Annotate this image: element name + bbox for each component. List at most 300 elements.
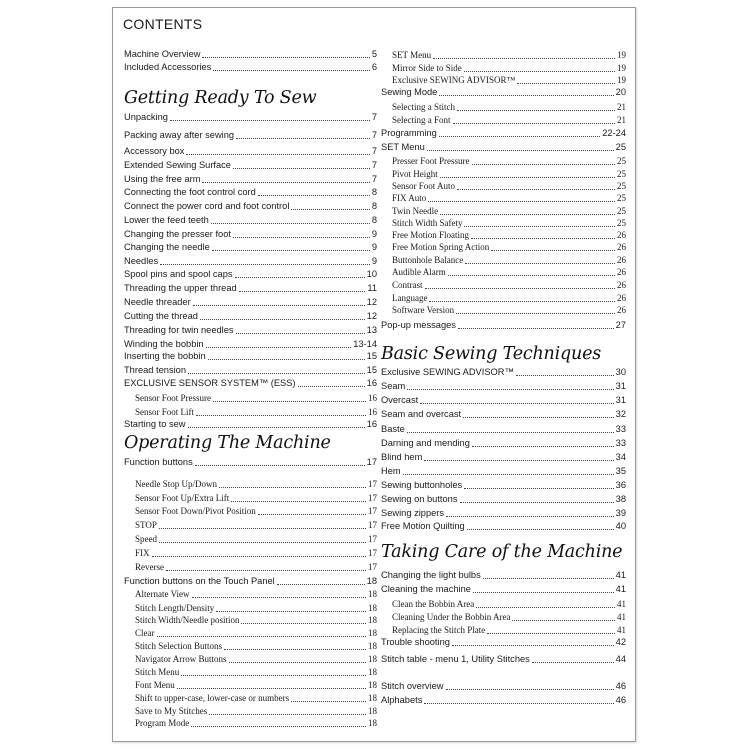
dot-leader bbox=[200, 319, 365, 320]
dot-leader bbox=[457, 189, 615, 190]
entry-label: Cutting the thread bbox=[124, 311, 198, 321]
toc-entry bbox=[381, 141, 626, 153]
entry-label: Free Motion Floating bbox=[392, 230, 469, 240]
dot-leader bbox=[464, 226, 615, 227]
toc-entry bbox=[124, 282, 377, 294]
dot-leader bbox=[465, 263, 615, 264]
dot-leader bbox=[209, 714, 366, 715]
page-number: 8 bbox=[371, 215, 377, 225]
dot-leader bbox=[483, 578, 614, 579]
entry-label: Alternate View bbox=[135, 589, 190, 599]
dot-leader bbox=[186, 154, 369, 155]
page-number: 16 bbox=[368, 393, 377, 403]
toc-subentry bbox=[381, 205, 626, 217]
entry-label: FIX Auto bbox=[392, 193, 427, 203]
page-number: 36 bbox=[615, 480, 626, 490]
toc-entry bbox=[381, 493, 626, 505]
dot-leader bbox=[224, 649, 366, 650]
toc-subentry bbox=[381, 114, 626, 126]
dot-leader bbox=[208, 359, 365, 360]
entry-label: Seam bbox=[381, 381, 406, 391]
toc-entry bbox=[381, 408, 626, 420]
toc-subentry bbox=[124, 392, 377, 404]
toc-subentry bbox=[381, 192, 626, 204]
dot-leader bbox=[429, 301, 615, 302]
entry-label: Cleaning Under the Bobbin Area bbox=[392, 612, 511, 622]
toc-subentry bbox=[381, 168, 626, 180]
entry-label: Hem bbox=[381, 466, 401, 476]
page-number: 26 bbox=[617, 305, 626, 315]
entry-label: Starting to sew bbox=[124, 419, 186, 429]
entry-label: Connecting the foot control cord bbox=[124, 187, 256, 197]
entry-label: Sensor Foot Auto bbox=[392, 181, 456, 191]
dot-leader bbox=[235, 277, 365, 278]
toc-entry bbox=[381, 507, 626, 519]
toc-subentry bbox=[124, 717, 377, 729]
page-number: 12 bbox=[366, 297, 377, 307]
toc-entry bbox=[124, 111, 377, 123]
page-number: 19 bbox=[617, 75, 626, 85]
dot-leader bbox=[403, 474, 614, 475]
dot-leader bbox=[160, 264, 370, 265]
toc-subentry bbox=[381, 624, 626, 636]
toc-subentry bbox=[381, 254, 626, 266]
toc-entry bbox=[381, 319, 626, 331]
page-number: 25 bbox=[617, 218, 626, 228]
toc-subentry bbox=[124, 547, 377, 559]
dot-leader bbox=[516, 375, 614, 376]
toc-entry bbox=[381, 694, 626, 706]
toc-entry bbox=[124, 159, 377, 171]
entry-label: Needle Stop Up/Down bbox=[135, 479, 217, 489]
dot-leader bbox=[196, 415, 366, 416]
page-number: 46 bbox=[615, 681, 626, 691]
entry-label: Trouble shooting bbox=[381, 637, 450, 647]
entry-label: Inserting the bobbin bbox=[124, 351, 206, 361]
page-number: 15 bbox=[366, 365, 377, 375]
dot-leader bbox=[192, 597, 366, 598]
dot-leader bbox=[202, 182, 369, 183]
entry-label: Spool pins and spool caps bbox=[124, 269, 233, 279]
toc-entry bbox=[381, 127, 626, 139]
dot-leader bbox=[229, 662, 367, 663]
entry-label: Threading for twin needles bbox=[124, 325, 234, 335]
entry-label: Connect the power cord and foot control bbox=[124, 201, 290, 211]
dot-leader bbox=[457, 110, 615, 111]
dot-leader bbox=[458, 328, 614, 329]
dot-leader bbox=[433, 58, 615, 59]
dot-leader bbox=[439, 95, 613, 96]
page-number: 13-14 bbox=[353, 339, 377, 349]
page-number: 20 bbox=[615, 87, 626, 97]
dot-leader bbox=[291, 701, 366, 702]
page-number: 17 bbox=[368, 562, 377, 572]
toc-entry bbox=[124, 214, 377, 226]
entry-label: Software Version bbox=[392, 305, 455, 315]
dot-leader bbox=[463, 417, 614, 418]
dot-leader bbox=[517, 83, 615, 84]
page-number: 17 bbox=[368, 520, 377, 530]
page-number: 41 bbox=[617, 599, 626, 609]
toc-entry bbox=[381, 380, 626, 392]
entry-label: Exclusive SEWING ADVISOR™ bbox=[392, 75, 516, 85]
entry-label: Blind hem bbox=[381, 452, 423, 462]
page-number: 32 bbox=[615, 409, 626, 419]
page-number: 41 bbox=[615, 584, 626, 594]
page-number: 19 bbox=[617, 50, 626, 60]
dot-leader bbox=[407, 432, 614, 433]
entry-label: Changing the light bulbs bbox=[381, 570, 481, 580]
dot-leader bbox=[452, 645, 614, 646]
toc-entry bbox=[124, 173, 377, 185]
page-number: 41 bbox=[615, 570, 626, 580]
toc-entry bbox=[124, 364, 377, 376]
toc-subentry bbox=[124, 588, 377, 600]
entry-label: Programming bbox=[381, 128, 437, 138]
toc-entry bbox=[381, 451, 626, 463]
page-number: 16 bbox=[366, 378, 377, 388]
page-number: 12 bbox=[366, 311, 377, 321]
entry-label: Selecting a Font bbox=[392, 115, 451, 125]
page-number: 26 bbox=[617, 293, 626, 303]
dot-leader bbox=[170, 120, 370, 121]
entry-label: Changing the presser foot bbox=[124, 229, 231, 239]
toc-subentry bbox=[124, 492, 377, 504]
page-number: 18 bbox=[368, 628, 377, 638]
entry-label: Sewing on buttons bbox=[381, 494, 458, 504]
entry-label: Baste bbox=[381, 424, 405, 434]
page-number: 35 bbox=[615, 466, 626, 476]
dot-leader bbox=[277, 584, 365, 585]
page-number: 5 bbox=[371, 49, 377, 59]
entry-label: Pivot Height bbox=[392, 169, 438, 179]
dot-leader bbox=[181, 675, 366, 676]
page-number: 25 bbox=[617, 206, 626, 216]
page-number: 26 bbox=[617, 255, 626, 265]
entry-label: Language bbox=[392, 293, 428, 303]
toc-entry bbox=[124, 61, 377, 73]
page-number: 7 bbox=[371, 160, 377, 170]
page-number: 40 bbox=[615, 521, 626, 531]
toc-subentry bbox=[124, 561, 377, 573]
dot-leader bbox=[213, 401, 366, 402]
entry-label: Included Accessories bbox=[124, 62, 212, 72]
entry-label: Winding the bobbin bbox=[124, 339, 204, 349]
toc-subentry bbox=[124, 602, 377, 614]
dot-leader bbox=[464, 488, 614, 489]
entry-label: Thread tension bbox=[124, 365, 187, 375]
dot-leader bbox=[298, 386, 365, 387]
dot-leader bbox=[211, 223, 370, 224]
toc-subentry bbox=[381, 266, 626, 278]
page-number: 26 bbox=[617, 280, 626, 290]
entry-label: STOP bbox=[135, 520, 157, 530]
page-number: 18 bbox=[368, 693, 377, 703]
page-number: 17 bbox=[368, 548, 377, 558]
entry-label: Threading the upper thread bbox=[124, 283, 237, 293]
dot-leader bbox=[476, 607, 615, 608]
dot-leader bbox=[239, 291, 366, 292]
entry-label: Accessory box bbox=[124, 146, 185, 156]
toc-entry bbox=[381, 653, 626, 665]
entry-label: Stitch overview bbox=[381, 681, 444, 691]
toc-subentry bbox=[381, 611, 626, 623]
toc-subentry bbox=[381, 598, 626, 610]
toc-subentry bbox=[124, 627, 377, 639]
dot-leader bbox=[236, 138, 370, 139]
toc-entry bbox=[381, 423, 626, 435]
toc-entry bbox=[124, 377, 377, 389]
page-number: 18 bbox=[368, 589, 377, 599]
toc-subentry bbox=[124, 692, 377, 704]
dot-leader bbox=[467, 529, 614, 530]
entry-label: Program Mode bbox=[135, 718, 190, 728]
toc-subentry bbox=[124, 614, 377, 626]
dot-leader bbox=[206, 347, 352, 348]
toc-subentry bbox=[124, 705, 377, 717]
toc-entry bbox=[381, 465, 626, 477]
toc-subentry bbox=[381, 217, 626, 229]
page-number: 7 bbox=[371, 112, 377, 122]
page-number: 25 bbox=[615, 142, 626, 152]
entry-label: Twin Needle bbox=[392, 206, 439, 216]
entry-label: Alphabets bbox=[381, 695, 423, 705]
toc-subentry bbox=[381, 279, 626, 291]
toc-entry bbox=[381, 86, 626, 98]
page-number: 31 bbox=[615, 395, 626, 405]
dot-leader bbox=[424, 703, 613, 704]
entry-label: Function buttons on the Touch Panel bbox=[124, 576, 275, 586]
entry-label: Free Motion Spring Action bbox=[392, 242, 490, 252]
entry-label: Overcast bbox=[381, 395, 419, 405]
page-number: 18 bbox=[368, 718, 377, 728]
toc-entry bbox=[381, 680, 626, 692]
dot-leader bbox=[491, 250, 615, 251]
toc-entry bbox=[381, 583, 626, 595]
toc-subentry bbox=[381, 101, 626, 113]
dot-leader bbox=[472, 164, 616, 165]
page-number: 18 bbox=[368, 706, 377, 716]
toc-subentry bbox=[381, 241, 626, 253]
entry-label: Selecting a Stitch bbox=[392, 102, 455, 112]
entry-label: SET Menu bbox=[381, 142, 425, 152]
page-number: 38 bbox=[615, 494, 626, 504]
dot-leader bbox=[446, 516, 614, 517]
toc-entry bbox=[124, 350, 377, 362]
entry-label: Extended Sewing Surface bbox=[124, 160, 231, 170]
toc-entry bbox=[124, 575, 377, 587]
toc-entry bbox=[124, 228, 377, 240]
entry-label: Contrast bbox=[392, 280, 423, 290]
entry-label: FIX bbox=[135, 548, 150, 558]
page-number: 7 bbox=[371, 130, 377, 140]
toc-entry bbox=[124, 186, 377, 198]
entry-label: Lower the feed teeth bbox=[124, 215, 209, 225]
dot-leader bbox=[424, 460, 613, 461]
toc-subentry bbox=[124, 533, 377, 545]
entry-label: Navigator Arrow Buttons bbox=[135, 654, 227, 664]
toc-entry bbox=[124, 268, 377, 280]
dot-leader bbox=[440, 214, 615, 215]
entry-label: Sensor Foot Down/Pivot Position bbox=[135, 506, 256, 516]
page-number: 34 bbox=[615, 452, 626, 462]
toc-entry bbox=[124, 296, 377, 308]
toc-subentry bbox=[124, 640, 377, 652]
dot-leader bbox=[440, 177, 615, 178]
entry-label: Sensor Foot Lift bbox=[135, 407, 195, 417]
page-number: 6 bbox=[371, 62, 377, 72]
page-number: 9 bbox=[371, 242, 377, 252]
dot-leader bbox=[202, 57, 369, 58]
entry-label: Stitch Length/Density bbox=[135, 603, 215, 613]
dot-leader bbox=[219, 487, 366, 488]
entry-label: Speed bbox=[135, 534, 157, 544]
entry-label: Reverse bbox=[135, 562, 164, 572]
entry-label: Shift to upper-case, lower-case or numbers bbox=[135, 693, 290, 703]
page-number: 44 bbox=[615, 654, 626, 664]
toc-entry bbox=[381, 520, 626, 532]
page-number: 46 bbox=[615, 695, 626, 705]
page-number: 18 bbox=[368, 603, 377, 613]
dot-leader bbox=[241, 623, 366, 624]
dot-leader bbox=[258, 195, 370, 196]
toc-entry bbox=[381, 479, 626, 491]
entry-label: EXCLUSIVE SENSOR SYSTEM™ (ESS) bbox=[124, 378, 296, 388]
toc-entry bbox=[381, 636, 626, 648]
page-number: 18 bbox=[368, 667, 377, 677]
dot-leader bbox=[425, 288, 616, 289]
page-number: 21 bbox=[617, 102, 626, 112]
dot-leader bbox=[212, 250, 370, 251]
dot-leader bbox=[473, 592, 614, 593]
page-number: 17 bbox=[368, 479, 377, 489]
dot-leader bbox=[460, 502, 614, 503]
contents-page bbox=[112, 7, 636, 742]
entry-label: Font Menu bbox=[135, 680, 175, 690]
entry-label: Stitch Width/Needle position bbox=[135, 615, 240, 625]
toc-subentry bbox=[381, 62, 626, 74]
toc-entry bbox=[124, 241, 377, 253]
entry-label: Sewing buttonholes bbox=[381, 480, 463, 490]
page-number: 17 bbox=[368, 493, 377, 503]
page-number: 25 bbox=[617, 181, 626, 191]
dot-leader bbox=[236, 333, 365, 334]
dot-leader bbox=[472, 446, 614, 447]
entry-label: Save to My Stitches bbox=[135, 706, 208, 716]
dot-leader bbox=[159, 542, 366, 543]
page-number: 33 bbox=[615, 438, 626, 448]
entry-label: Unpacking bbox=[124, 112, 168, 122]
page-number: 33 bbox=[615, 424, 626, 434]
dot-leader bbox=[456, 313, 615, 314]
dot-leader bbox=[487, 633, 615, 634]
page-number: 10 bbox=[366, 269, 377, 279]
page-number: 25 bbox=[617, 169, 626, 179]
page-number: 13 bbox=[366, 325, 377, 335]
dot-leader bbox=[152, 556, 366, 557]
toc-entry bbox=[124, 324, 377, 336]
section-heading: Basic Sewing Techniques bbox=[381, 344, 602, 364]
page-number: 26 bbox=[617, 267, 626, 277]
dot-leader bbox=[233, 168, 370, 169]
dot-leader bbox=[188, 427, 365, 428]
toc-entry bbox=[124, 129, 377, 141]
dot-leader bbox=[258, 514, 366, 515]
page-number: 31 bbox=[615, 381, 626, 391]
entry-label: Mirror Side to Side bbox=[392, 63, 462, 73]
page-number: 18 bbox=[366, 576, 377, 586]
toc-subentry bbox=[124, 666, 377, 678]
page-number: 7 bbox=[371, 146, 377, 156]
page-number: 17 bbox=[368, 534, 377, 544]
entry-label: Function buttons bbox=[124, 457, 193, 467]
entry-label: Changing the needle bbox=[124, 242, 210, 252]
page-number: 16 bbox=[368, 407, 377, 417]
toc-subentry bbox=[124, 519, 377, 531]
dot-leader bbox=[159, 528, 366, 529]
dot-leader bbox=[427, 150, 614, 151]
toc-subentry bbox=[124, 679, 377, 691]
page-number: 22-24 bbox=[602, 128, 626, 138]
toc-subentry bbox=[381, 180, 626, 192]
dot-leader bbox=[195, 465, 365, 466]
toc-subentry bbox=[381, 155, 626, 167]
entry-label: Free Motion Quilting bbox=[381, 521, 465, 531]
page-number: 16 bbox=[366, 419, 377, 429]
dot-leader bbox=[512, 620, 615, 621]
page-number: 18 bbox=[368, 680, 377, 690]
page-number: 8 bbox=[371, 201, 377, 211]
entry-label: Audible Alarm bbox=[392, 267, 446, 277]
page-number: 18 bbox=[368, 654, 377, 664]
toc-entry bbox=[124, 456, 377, 468]
entry-label: Presser Foot Pressure bbox=[392, 156, 470, 166]
entry-label: Sewing zippers bbox=[381, 508, 445, 518]
dot-leader bbox=[177, 688, 366, 689]
page-number: 41 bbox=[617, 625, 626, 635]
entry-label: Sewing Mode bbox=[381, 87, 438, 97]
toc-entry bbox=[124, 200, 377, 212]
entry-label: Sensor Foot Up/Extra Lift bbox=[135, 493, 230, 503]
toc-subentry bbox=[124, 505, 377, 517]
section-heading: Taking Care of the Machine bbox=[381, 542, 623, 562]
entry-label: Seam and overcast bbox=[381, 409, 462, 419]
dot-leader bbox=[193, 305, 365, 306]
entry-label: SET Menu bbox=[392, 50, 432, 60]
page-number: 19 bbox=[617, 63, 626, 73]
page-number: 39 bbox=[615, 508, 626, 518]
toc-entry bbox=[124, 310, 377, 322]
toc-subentry bbox=[381, 229, 626, 241]
page-number: 17 bbox=[368, 506, 377, 516]
entry-label: Exclusive SEWING ADVISOR™ bbox=[381, 367, 514, 377]
entry-label: Using the free arm bbox=[124, 174, 201, 184]
dot-leader bbox=[453, 123, 616, 124]
dot-leader bbox=[188, 373, 365, 374]
entry-label: Stitch Selection Buttons bbox=[135, 641, 222, 651]
toc-subentry bbox=[381, 49, 626, 61]
toc-subentry bbox=[381, 74, 626, 86]
toc-entry bbox=[124, 145, 377, 157]
page-number: 9 bbox=[371, 256, 377, 266]
entry-label: Darning and mending bbox=[381, 438, 470, 448]
page-number: 27 bbox=[615, 320, 626, 330]
entry-label: Stitch table - menu 1, Utility Stitches bbox=[381, 654, 530, 664]
toc-entry bbox=[124, 418, 377, 430]
dot-leader bbox=[191, 726, 366, 727]
toc-entry bbox=[381, 366, 626, 378]
entry-label: Stitch Menu bbox=[135, 667, 180, 677]
